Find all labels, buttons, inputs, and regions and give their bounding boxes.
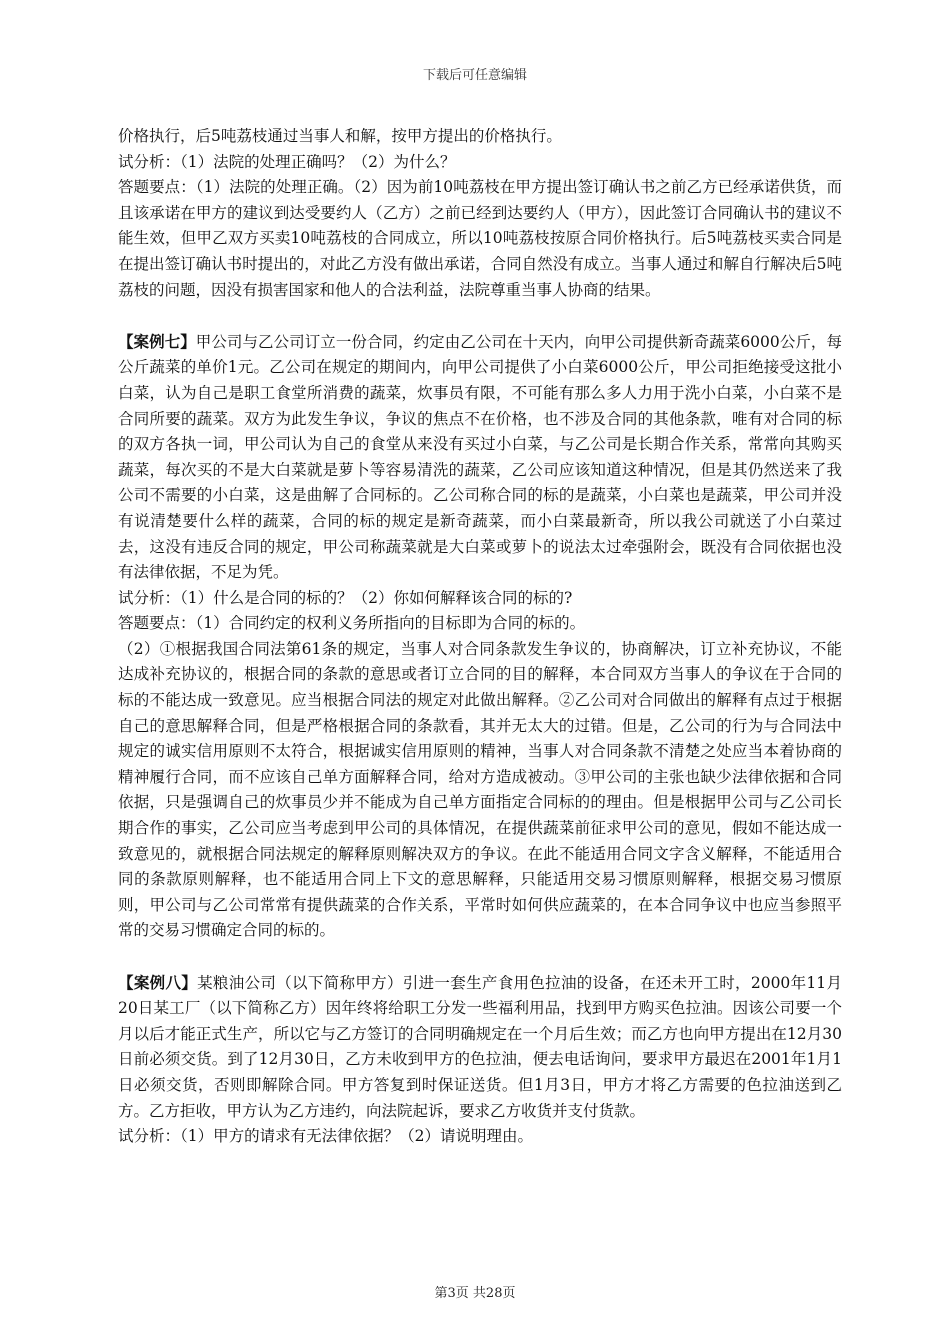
case8-body: 某粮油公司（以下简称甲方）引进一套生产食用色拉油的设备，在还未开工时，2000年11月20日某工厂（以下简称乙方）因年终将给职工分发一些福利用品，找到甲方购买色拉油。因该公司要一个月以后才能正式生产，所以它与乙方签订的合同明确规定在一个月后生效；而乙方也向甲方提出在12月30日前必须交货。到了12月30日，乙方未收到甲方的色拉油，便去电话询问，要求甲方最迟在2001年1月1日必须交货，否则即解除合同。甲方答复到时保证送货。但1月3日，甲方才将乙方需要的色拉油送到乙方。乙方拒收，甲方认为乙方违约，向法院起诉，要求乙方收货并支付货款。 (118, 973, 842, 1120)
case8-title: 【案例八】 (118, 972, 198, 992)
paragraph-case6-answer: 答题要点：（1）法院的处理正确。（2）因为前10吨荔枝在甲方提出签订确认书之前乙方已经承诺供货，而且该承诺在甲方的建议到达受要约人（乙方）之前已经到达要约人（甲方），因此签订合同确认书的建议不能生效，但甲乙双方买卖10吨荔枝的合同成立，所以10吨荔枝按原合同价格执行。后5吨荔枝买卖合同是在提出签订确认书时提出的，对此乙方没有做出承诺，合同自然没有成立。当事人通过和解自行解决后5吨荔枝的问题，因没有损害国家和他人的合法利益，法院尊重当事人协商的结果。 (118, 178, 842, 299)
paragraph-case8 (118, 970, 842, 1125)
page-header: 下载后可任意编辑 (422, 68, 527, 83)
document-body (118, 124, 842, 1150)
paragraph-spacer (118, 303, 842, 329)
paragraph-case6-conclusion: 价格执行，后5吨荔枝通过当事人和解，按甲方提出的价格执行。 (118, 127, 562, 145)
paragraph-case8-question: 试分析：（1）甲方的请求有无法律依据？（2）请说明理由。 (118, 1127, 533, 1146)
paragraph-spacer (118, 944, 842, 970)
case7-body: 甲公司与乙公司订立一份合同，约定由乙公司在十天内，向甲公司提供新奇蔬菜6000公斤，每公斤蔬菜的单价1元。乙公司在规定的期间内，向甲公司提供了小白菜6000公斤，甲公司拒绝接受这批小白菜，认为自己是职工食堂所消费的蔬菜，炊事员有限，不可能有那么多人力用于洗小白菜，小白菜不是合同所要的蔬菜。双方为此发生争议，争议的焦点不在价格，也不涉及合同的其他条款，唯有对合同的标的双方各执一词，甲公司认为自己的食堂从来没有买过小白菜，与乙公司是长期合作关系，常常向其购买蔬菜，每次买的不是大白菜就是萝卜等容易清洗的蔬菜，乙公司应该知道这种情况，但是其仍然送来了我公司不需要的小白菜，这是曲解了合同标的。乙公司称合同的标的是蔬菜，小白菜也是蔬菜，甲公司并没有说清楚要什么样的蔬菜，合同的标的规定是新奇蔬菜，而小白菜最新奇，所以我公司就送了小白菜过去，这没有违反合同的规定，甲公司称蔬菜就是大白菜或萝卜的说法太过牵强附会，既没有合同依据也没有法律依据，不足为凭。 (118, 332, 842, 582)
paragraph-case6-question: 试分析：（1）法院的处理正确吗？（2）为什么？ (118, 152, 456, 171)
page-footer: 第3页 共28页 (434, 1286, 516, 1301)
paragraph-case7 (118, 329, 842, 586)
case7-title: 【案例七】 (118, 331, 196, 351)
paragraph-case7-answer-2: （2）①根据我国合同法第61条的规定，当事人对合同条款发生争议的，协商解决，订立补充协议，不能达成补充协议的，根据合同的条款的意思或者订立合同的目的解释，本合同双方当事人的争议在于合同的标的不能达成一致意见。应当根据合同法的规定对此做出解释。②乙公司对合同做出的解释有点过于根据自己的意思解释合同，但是严格根据合同的条款看，其并无太大的过错。但是，乙公司的行为与合同法中规定的诚实信用原则不太符合，根据诚实信用原则的精神，当事人对合同条款不清楚之处应当本着协商的精神履行合同，而不应该自己单方面解释合同，给对方造成被动。③甲公司的主张也缺少法律依据和合同依据，只是强调自己的炊事员少并不能成为自己单方面指定合同标的的理由。但是根据甲公司与乙公司长期合作的事实，乙公司应当考虑到甲公司的具体情况，在提供蔬菜前征求甲公司的意见，假如不能达成一致意见的，就根据合同法规定的解释原则解决双方的争议。在此不能适用合同文字含义解释，不能适用合同的条款原则解释，也不能适用合同上下文的意思解释，只能适用交易习惯原则解释，根据交易习惯原则，甲公司与乙公司常常有提供蔬菜的合作关系，平常时如何供应蔬菜的，在本合同争议中也应当参照平常的交易习惯确定合同的标的。 (118, 639, 842, 940)
paragraph-case7-question: 试分析：（1）什么是合同的标的？（2）你如何解释该合同的标的? (118, 588, 573, 607)
paragraph-case7-answer-1: 答题要点：（1）合同约定的权利义务所指向的目标即为合同的标的。 (118, 614, 586, 633)
